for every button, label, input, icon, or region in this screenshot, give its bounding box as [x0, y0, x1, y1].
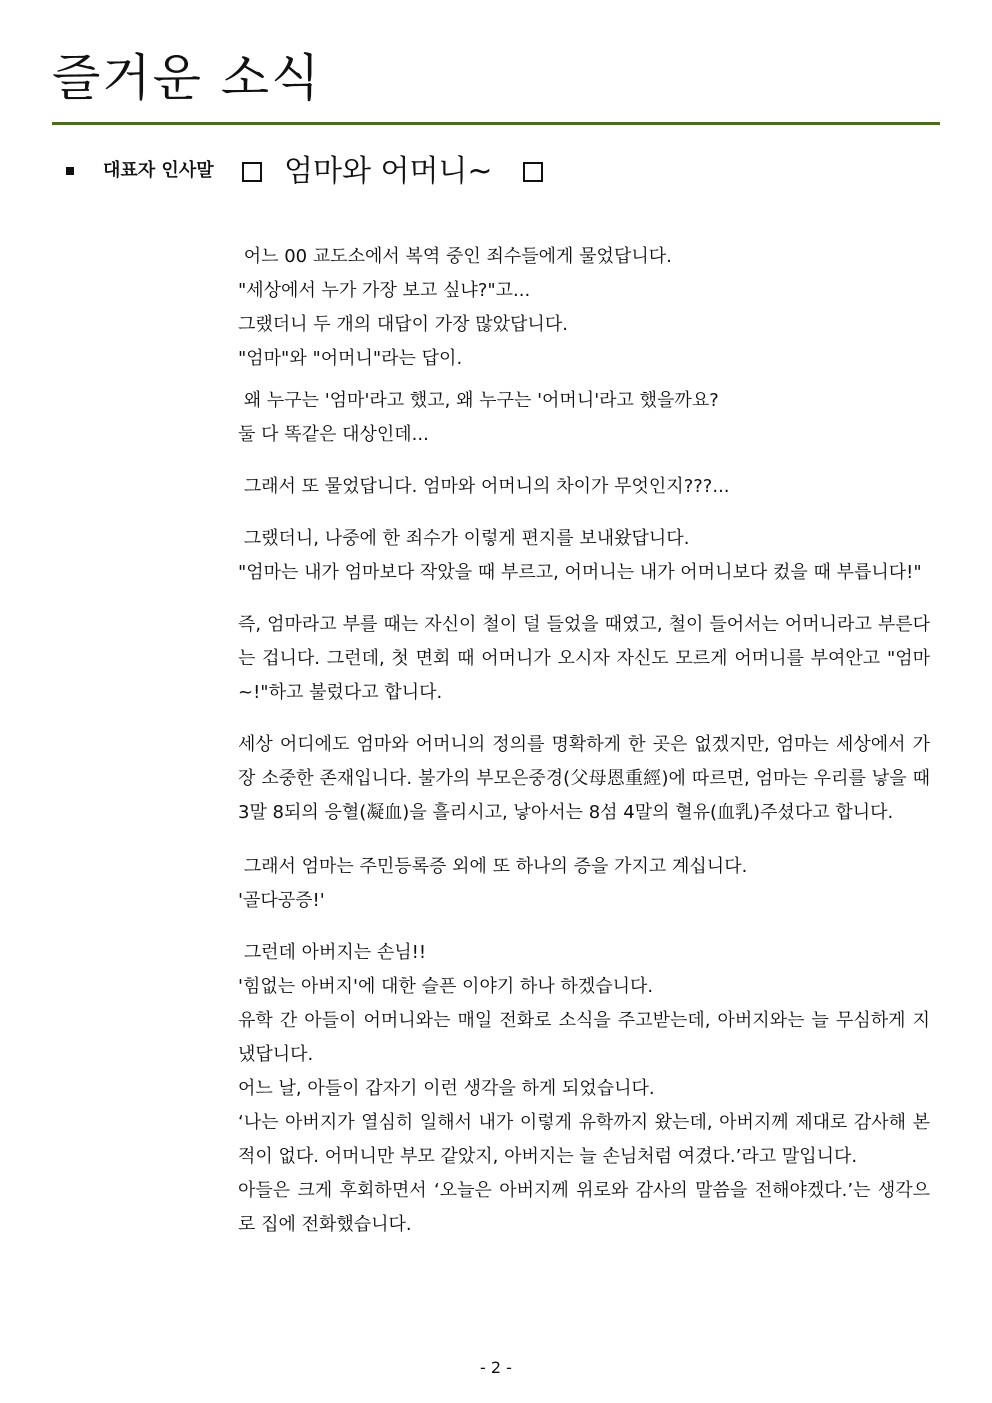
paragraph: [238, 470, 930, 504]
checkbox-square-icon: [242, 162, 262, 182]
text-block: ‘나는 아버지가 열심히 일해서 내가 이렇게 유학까지 왔는데, 아버지께 제대로 감사해 본 적이 없다. 어머니만 부모 같았지, 아버지는 늘 손님처럼 여겼다.’라고 말입니다.: [238, 1112, 930, 1167]
text-line: 둘 다 똑같은 대상인데...: [238, 424, 429, 445]
section-label: 대표자 인사말: [103, 160, 214, 181]
text-line: 그래서 또 물었답니다. 엄마와 어머니의 차이가 무엇인지???...: [238, 476, 730, 497]
text-block: 유학 간 아들이 어머니와는 매일 전화로 소식을 주고받는데, 아버지와는 늘 무심하게 지냈답니다.: [238, 1010, 930, 1065]
checkbox-square-icon: [523, 162, 543, 182]
text-line: "세상에서 누가 가장 보고 싶냐?"고...: [238, 280, 531, 301]
paragraph: [238, 240, 930, 376]
text-block: 아들은 크게 후회하면서 ‘오늘은 아버지께 위로와 감사의 말씀을 전해야겠다.’는 생각으로 집에 전화했습니다.: [238, 1180, 930, 1235]
text-line: '골다공증!': [238, 890, 325, 911]
article-body: [238, 240, 930, 1242]
text-line: 어느 00 교도소에서 복역 중인 죄수들에게 물었답니다.: [238, 246, 672, 267]
text-line: "엄마"와 "어머니"라는 답이.: [238, 348, 463, 369]
paragraph: [238, 384, 930, 452]
section-header: [66, 148, 946, 200]
text-line: '힘없는 아버지'에 대한 슬픈 이야기 하나 하겠습니다.: [238, 976, 654, 997]
article-heading-text: 엄마와 어머니~: [284, 154, 493, 189]
paragraph: 즉, 엄마라고 부를 때는 자신이 철이 덜 들었을 때였고, 철이 들어서는 어머니라고 부른다는 겁니다. 그런데, 첫 면회 때 어머니가 오시자 자신도 모르게 어머니를 부여안고 "엄마~!"하고 불렀다고 합니다.: [238, 614, 930, 703]
paragraph: [238, 850, 930, 918]
text-line: 그런데 아버지는 손님!!: [238, 942, 427, 963]
article-heading: [242, 150, 543, 194]
text-line: 그래서 엄마는 주민등록증 외에 또 하나의 증을 가지고 계십니다.: [238, 856, 748, 877]
text-line: 왜 누구는 '엄마'라고 했고, 왜 누구는 '어머니'라고 했을까요?: [238, 390, 719, 411]
text-line: 그랬더니 두 개의 대답이 가장 많았답니다.: [238, 314, 568, 335]
page-number: - 2 -: [480, 1358, 512, 1377]
text-line: 그랬더니, 나중에 한 죄수가 이렇게 편지를 보내왔답니다.: [238, 528, 690, 549]
square-bullet-icon: [66, 167, 74, 175]
paragraph: 세상 어디에도 엄마와 어머니의 정의를 명확하게 한 곳은 없겠지만, 엄마는 세상에서 가장 소중한 존재입니다. 불가의 부모은중경(父母恩重經)에 따르면, 엄마는 우리를 낳을 때 3말 8되의 응혈(凝血)을 흘리시고, 낳아서는 8섬 4말의 혈유(血乳)주셨다고 합니다.: [238, 734, 930, 823]
title-divider: [52, 122, 940, 125]
text-block: 어느 날, 아들이 갑자기 이런 생각을 하게 되었습니다.: [238, 1078, 655, 1099]
text-line: "엄마는 내가 엄마보다 작았을 때 부르고, 어머니는 내가 어머니보다 컸을 때 부릅니다!": [238, 562, 922, 583]
page-title: 즐거운 소식: [52, 49, 322, 107]
paragraph: [238, 936, 930, 1242]
paragraph: [238, 522, 930, 590]
